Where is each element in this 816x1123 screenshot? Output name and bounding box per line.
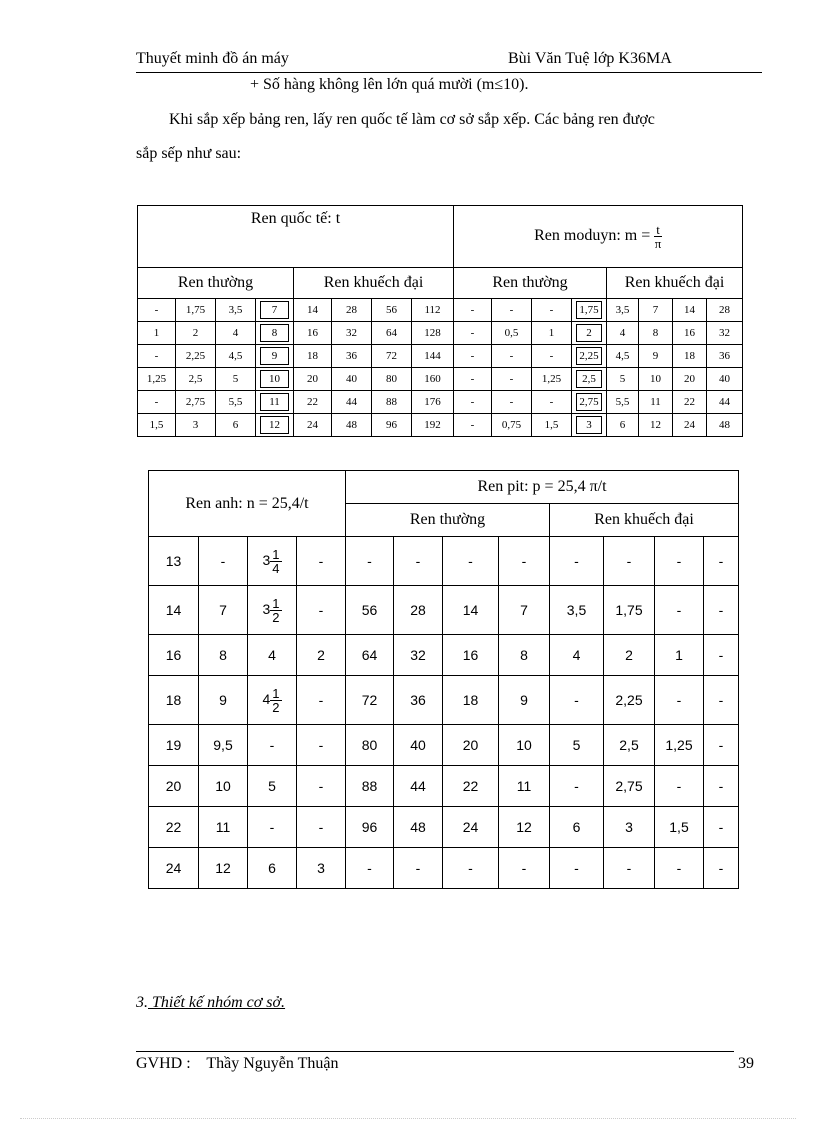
- table-cell: 12: [499, 807, 550, 848]
- frac-denominator: π: [654, 236, 662, 251]
- mixed-number-whole: 3: [262, 551, 271, 568]
- header-document-title: Thuyết minh đồ án máy: [136, 50, 289, 67]
- frac-numerator: 1: [272, 685, 280, 701]
- table-cell: 8: [499, 635, 550, 676]
- table-cell: 1: [138, 322, 176, 345]
- table-cell: 6: [550, 807, 604, 848]
- table-cell: 3: [572, 414, 607, 437]
- table-cell: 36: [332, 345, 372, 368]
- table-cell: 80: [372, 368, 412, 391]
- table-cell: -: [655, 586, 704, 635]
- table-cell: 44: [707, 391, 743, 414]
- table-cell: 48: [332, 414, 372, 437]
- table-cell: 1,5: [532, 414, 572, 437]
- table-cell: 20: [673, 368, 707, 391]
- table-cell: 3,5: [550, 586, 604, 635]
- table-cell: -: [454, 391, 492, 414]
- table-cell: -: [443, 537, 499, 586]
- frac-denominator: 4: [272, 560, 280, 576]
- table-cell: 56: [346, 586, 394, 635]
- table-cell: 96: [372, 414, 412, 437]
- table-cell: 7: [639, 299, 673, 322]
- page-bottom-border: [20, 1118, 796, 1119]
- table-cell: -: [138, 345, 176, 368]
- table-cell: 4,5: [216, 345, 256, 368]
- frac-numerator: 1: [272, 595, 280, 611]
- table-row: [149, 537, 739, 586]
- table-cell: 1,25: [138, 368, 176, 391]
- table-cell: -: [532, 345, 572, 368]
- table-cell: 2: [176, 322, 216, 345]
- subheader-amplified-1: Ren khuếch đại: [294, 268, 454, 299]
- header-divider: [136, 72, 762, 73]
- table-cell: 3: [604, 807, 655, 848]
- table-cell: -: [454, 414, 492, 437]
- table-cell: 36: [707, 345, 743, 368]
- subheader-pitch-amplified: Ren khuếch đại: [550, 504, 739, 537]
- table-cell: 40: [394, 725, 443, 766]
- table-cell: -: [704, 807, 739, 848]
- table-cell: -: [532, 391, 572, 414]
- table-cell: -: [394, 848, 443, 889]
- table-cell: 0,5: [492, 322, 532, 345]
- table-cell: 11: [256, 391, 294, 414]
- table-cell: 11: [639, 391, 673, 414]
- table-cell: 14: [149, 586, 199, 635]
- frac-numerator: 1: [272, 546, 280, 562]
- mixed-number-fraction: [270, 687, 281, 714]
- table-cell: 1,75: [176, 299, 216, 322]
- table-cell: -: [704, 766, 739, 807]
- table-row: [149, 586, 739, 635]
- table-cell: 11: [199, 807, 248, 848]
- table-cell: 28: [332, 299, 372, 322]
- table-cell: 2: [572, 322, 607, 345]
- frac-denominator: 2: [272, 609, 280, 625]
- section-number: 3.: [136, 994, 148, 1011]
- table-row: [138, 414, 743, 437]
- table-cell: -: [297, 807, 346, 848]
- table-cell: -: [704, 635, 739, 676]
- table-cell: -: [704, 586, 739, 635]
- table-cell: 128: [412, 322, 454, 345]
- table-cell: 24: [443, 807, 499, 848]
- table-cell: -: [297, 676, 346, 725]
- table-cell: 3: [176, 414, 216, 437]
- table-cell: 7: [256, 299, 294, 322]
- table-cell: 1: [655, 635, 704, 676]
- table-cell: -: [454, 322, 492, 345]
- table-cell: 48: [394, 807, 443, 848]
- frac-denominator: 2: [272, 699, 280, 715]
- header-author: Bùi Văn Tuệ lớp K36MA: [508, 50, 672, 67]
- table-cell: 16: [443, 635, 499, 676]
- table-row: [149, 848, 739, 889]
- table-cell: 1: [532, 322, 572, 345]
- table-cell: 11: [499, 766, 550, 807]
- frac-numerator: t: [656, 222, 660, 237]
- table-cell: 56: [372, 299, 412, 322]
- table-cell: 5: [248, 766, 297, 807]
- table-cell: 2,5: [604, 725, 655, 766]
- table-cell: 8: [199, 635, 248, 676]
- table-cell: 2,25: [604, 676, 655, 725]
- table-cell: -: [138, 299, 176, 322]
- module-formula-fraction: [654, 223, 662, 250]
- table-row: [138, 391, 743, 414]
- table-cell: 80: [346, 725, 394, 766]
- table-cell: 4: [607, 322, 639, 345]
- table-cell: 32: [332, 322, 372, 345]
- table-cell: -: [138, 391, 176, 414]
- table-cell: 10: [256, 368, 294, 391]
- mixed-number-fraction: [270, 597, 281, 624]
- table-cell: 6: [607, 414, 639, 437]
- table-cell: 72: [372, 345, 412, 368]
- table-cell: -: [550, 676, 604, 725]
- table-cell: -: [443, 848, 499, 889]
- table-cell: 1,75: [572, 299, 607, 322]
- table-cell: 14: [673, 299, 707, 322]
- paragraph-line-2: sắp sếp như sau:: [136, 145, 242, 162]
- header-pitch-thread: Ren pit: p = 25,4 π/t: [346, 471, 739, 504]
- table-cell: 9: [199, 676, 248, 725]
- table-cell: 12: [639, 414, 673, 437]
- table-cell: -: [297, 537, 346, 586]
- table-cell: 22: [149, 807, 199, 848]
- table-cell: 18: [443, 676, 499, 725]
- table-cell: -: [499, 537, 550, 586]
- table-cell: -: [655, 766, 704, 807]
- table-cell: 5: [550, 725, 604, 766]
- subheader-normal-2: Ren thường: [454, 268, 607, 299]
- table-cell: -: [604, 537, 655, 586]
- mixed-number-whole: 3: [262, 600, 271, 617]
- table-cell: -: [655, 537, 704, 586]
- table-cell: -: [550, 848, 604, 889]
- table-cell: 4: [216, 322, 256, 345]
- table-cell: 22: [443, 766, 499, 807]
- table-cell: 176: [412, 391, 454, 414]
- mixed-number-whole: 4: [262, 690, 271, 707]
- table-cell: -: [704, 725, 739, 766]
- table-cell: 24: [294, 414, 332, 437]
- table-cell: 36: [394, 676, 443, 725]
- table-cell: 1,5: [655, 807, 704, 848]
- table-cell: -: [297, 766, 346, 807]
- table-cell: 22: [673, 391, 707, 414]
- table-cell: 32: [394, 635, 443, 676]
- table-cell: 24: [149, 848, 199, 889]
- table-cell: 1,25: [532, 368, 572, 391]
- header-metric-thread: Ren quốc tế: t: [138, 206, 454, 268]
- table-cell: [248, 586, 297, 635]
- table-cell: 1,25: [655, 725, 704, 766]
- table-row: [138, 368, 743, 391]
- table-cell: 19: [149, 725, 199, 766]
- page-number: 39: [738, 1055, 754, 1072]
- table-cell: 1,75: [604, 586, 655, 635]
- table-row: [149, 725, 739, 766]
- table-cell: 4: [248, 635, 297, 676]
- table-cell: 88: [346, 766, 394, 807]
- table-cell: -: [704, 676, 739, 725]
- table-cell: 28: [707, 299, 743, 322]
- table-cell: 3,5: [216, 299, 256, 322]
- subheader-normal-1: Ren thường: [138, 268, 294, 299]
- table-cell: 8: [639, 322, 673, 345]
- table-cell: [248, 676, 297, 725]
- table-cell: [248, 537, 297, 586]
- table-row: [138, 299, 743, 322]
- table-cell: -: [248, 725, 297, 766]
- table-cell: 4: [550, 635, 604, 676]
- table-cell: -: [346, 848, 394, 889]
- table-cell: 32: [707, 322, 743, 345]
- table-cell: 64: [372, 322, 412, 345]
- table-cell: 8: [256, 322, 294, 345]
- table-cell: 7: [199, 586, 248, 635]
- table-cell: 3,5: [607, 299, 639, 322]
- table-cell: 40: [332, 368, 372, 391]
- section-heading: [136, 994, 285, 1012]
- table-cell: -: [297, 586, 346, 635]
- table-cell: 12: [199, 848, 248, 889]
- table-row: [149, 635, 739, 676]
- table-cell: 160: [412, 368, 454, 391]
- table-cell: 5: [216, 368, 256, 391]
- table-cell: 2,75: [176, 391, 216, 414]
- table-cell: 40: [707, 368, 743, 391]
- table-cell: -: [454, 299, 492, 322]
- thread-table-inch-pitch: [148, 470, 739, 889]
- table-row: [149, 676, 739, 725]
- table-cell: 112: [412, 299, 454, 322]
- table-cell: -: [655, 676, 704, 725]
- table-cell: -: [454, 368, 492, 391]
- table-cell: 20: [294, 368, 332, 391]
- table-cell: 18: [149, 676, 199, 725]
- table-cell: 3: [297, 848, 346, 889]
- table-cell: 5,5: [216, 391, 256, 414]
- table-cell: 64: [346, 635, 394, 676]
- table-cell: -: [704, 848, 739, 889]
- header-module-thread: [454, 206, 743, 268]
- header-inch-thread: Ren anh: n = 25,4/t: [149, 471, 346, 537]
- table-cell: 2,75: [572, 391, 607, 414]
- table-cell: 2,25: [176, 345, 216, 368]
- rule-text: + Số hàng không lên lớn quá mười (m≤10).: [250, 76, 529, 93]
- table-cell: -: [550, 766, 604, 807]
- table-cell: 6: [248, 848, 297, 889]
- table-cell: 2,25: [572, 345, 607, 368]
- table-cell: -: [655, 848, 704, 889]
- table-cell: 72: [346, 676, 394, 725]
- table-cell: -: [454, 345, 492, 368]
- table-cell: 192: [412, 414, 454, 437]
- table-cell: 18: [673, 345, 707, 368]
- table-cell: 48: [707, 414, 743, 437]
- table-cell: -: [492, 345, 532, 368]
- table-cell: 44: [394, 766, 443, 807]
- table-cell: -: [346, 537, 394, 586]
- table-cell: 5: [607, 368, 639, 391]
- table-cell: 20: [149, 766, 199, 807]
- table-cell: 6: [216, 414, 256, 437]
- table-cell: 2,5: [572, 368, 607, 391]
- table-cell: -: [499, 848, 550, 889]
- thread-table-metric-module: [137, 205, 743, 437]
- table-cell: 16: [149, 635, 199, 676]
- table-cell: 2: [297, 635, 346, 676]
- table-cell: 14: [443, 586, 499, 635]
- table-cell: 5,5: [607, 391, 639, 414]
- table-cell: 88: [372, 391, 412, 414]
- table-cell: 10: [199, 766, 248, 807]
- table-cell: 28: [394, 586, 443, 635]
- section-title: Thiết kế nhóm cơ sở.: [148, 994, 286, 1011]
- table-row: [149, 807, 739, 848]
- table-cell: 2,75: [604, 766, 655, 807]
- table-cell: -: [492, 368, 532, 391]
- table-cell: -: [604, 848, 655, 889]
- table-cell: 9: [639, 345, 673, 368]
- table-cell: 10: [639, 368, 673, 391]
- table-cell: 20: [443, 725, 499, 766]
- table-cell: 96: [346, 807, 394, 848]
- table-row: [138, 322, 743, 345]
- table-cell: -: [704, 537, 739, 586]
- table-cell: 9,5: [199, 725, 248, 766]
- table-cell: -: [532, 299, 572, 322]
- table-cell: 4,5: [607, 345, 639, 368]
- table-cell: 14: [294, 299, 332, 322]
- table-cell: -: [492, 391, 532, 414]
- table-cell: 7: [499, 586, 550, 635]
- paragraph-line-1: Khi sắp xếp bảng ren, lấy ren quốc tế làm cơ sở sắp xếp. Các bảng ren được: [169, 111, 655, 128]
- table-cell: 9: [256, 345, 294, 368]
- table-cell: -: [248, 807, 297, 848]
- table-cell: -: [199, 537, 248, 586]
- table-cell: 2: [604, 635, 655, 676]
- table-cell: 0,75: [492, 414, 532, 437]
- module-formula-label: Ren moduyn: m =: [534, 227, 651, 245]
- table-cell: 24: [673, 414, 707, 437]
- subheader-amplified-2: Ren khuếch đại: [607, 268, 743, 299]
- table-cell: 9: [499, 676, 550, 725]
- footer-divider: [136, 1051, 734, 1052]
- table-cell: 44: [332, 391, 372, 414]
- table-cell: 12: [256, 414, 294, 437]
- table-cell: 18: [294, 345, 332, 368]
- subheader-pitch-normal: Ren thường: [346, 504, 550, 537]
- table-cell: 13: [149, 537, 199, 586]
- table-cell: 22: [294, 391, 332, 414]
- table-row: [149, 766, 739, 807]
- table-cell: -: [492, 299, 532, 322]
- table-cell: 1,5: [138, 414, 176, 437]
- footer-supervisor: GVHD : Thầy Nguyễn Thuận: [136, 1055, 339, 1072]
- table-cell: 144: [412, 345, 454, 368]
- table-cell: 16: [673, 322, 707, 345]
- table-cell: -: [297, 725, 346, 766]
- table-cell: -: [394, 537, 443, 586]
- table-cell: 16: [294, 322, 332, 345]
- table-cell: 10: [499, 725, 550, 766]
- table-cell: -: [550, 537, 604, 586]
- table-cell: 2,5: [176, 368, 216, 391]
- table-row: [138, 345, 743, 368]
- mixed-number-fraction: [270, 548, 281, 575]
